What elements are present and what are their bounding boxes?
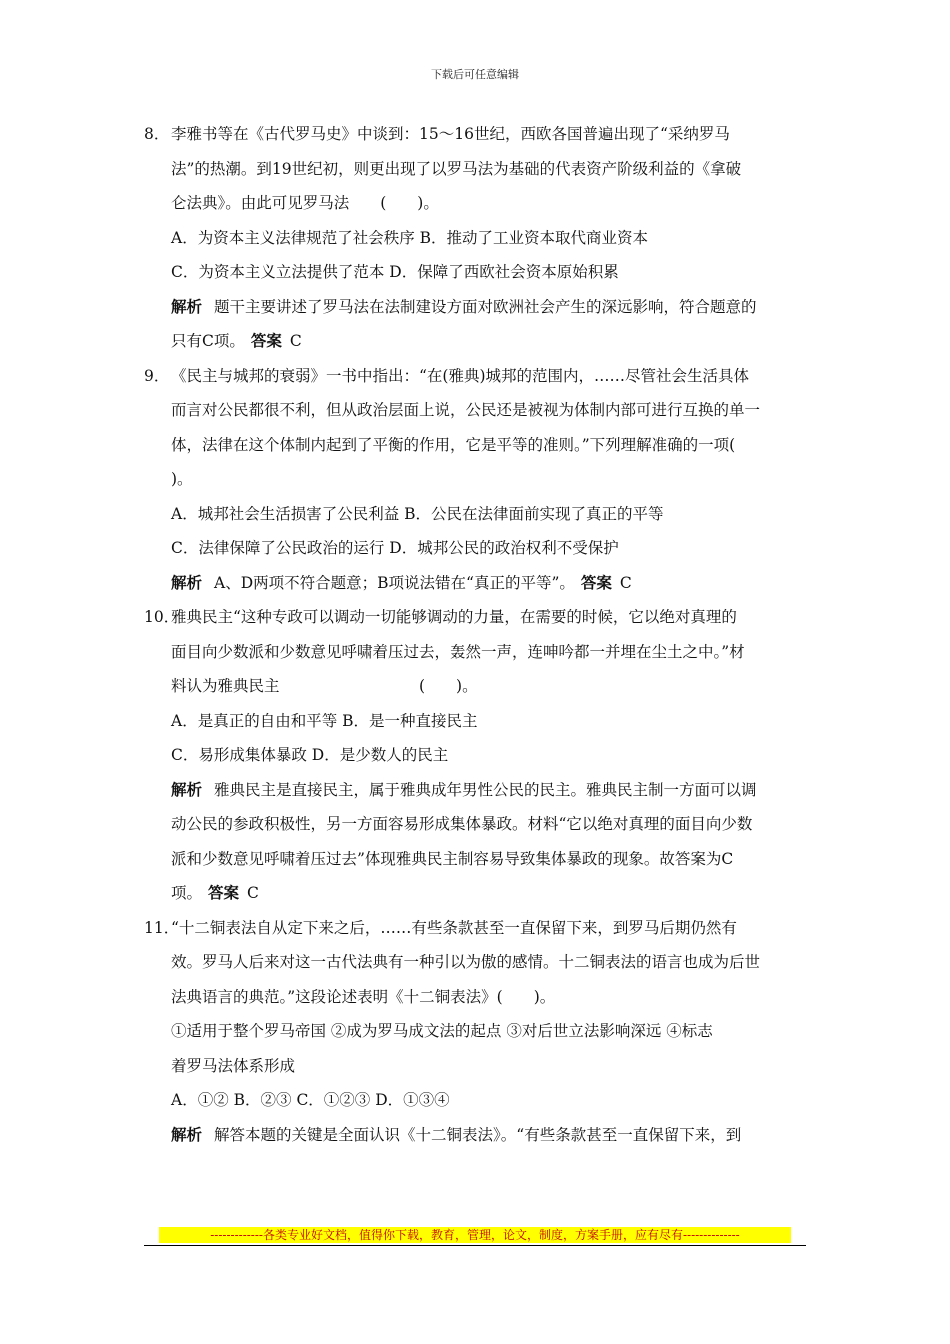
explanation-text: A、D两项不符合题意；B项说法错在“真正的平等”。	[214, 573, 575, 592]
answer-label: 答案	[250, 331, 282, 350]
explanation-text: 题干主要讲述了罗马法在法制建设方面对欧洲社会产生的深远影响，符合题意的	[214, 297, 757, 316]
explanation-line	[144, 329, 808, 364]
answer-value: C	[619, 573, 632, 592]
explanation-text: 雅典民主是直接民主，属于雅典成年男性公民的民主。雅典民主制一方面可以调	[214, 780, 757, 799]
explanation-label: 解析	[171, 296, 203, 316]
question-text: 仑法典》。由此可见罗马法 ( )。	[171, 194, 439, 212]
option-line: C．易形成集体暴政 D．是少数人的民主	[171, 746, 449, 764]
explanation-text: 派和少数意见呼啸着压过去”体现雅典民主制容易导致集体暴政的现象。故答案为C	[171, 849, 734, 868]
page-footer	[144, 1227, 806, 1246]
question-text: )。	[171, 470, 193, 488]
question-number: 10．	[144, 608, 180, 626]
document-body	[144, 122, 808, 1157]
option-line: 着罗马法体系形成	[171, 1056, 296, 1075]
option-line: A．是真正的自由和平等 B．是一种直接民主	[171, 711, 478, 730]
question-text: 雅典民主“这种专政可以调动一切能够调动的力量，在需要的时候，它以绝对真理的	[171, 608, 737, 626]
footer-divider	[144, 1245, 806, 1246]
question-11	[144, 916, 808, 1158]
question-text: 而言对公民都很不利，但从政治层面上说，公民还是被视为体制内部可进行互换的单一	[171, 401, 761, 419]
question-stem-line	[144, 364, 808, 399]
explanation-text: 解答本题的关键是全面认识《十二铜表法》。“有些条款甚至一直保留下来，到	[214, 1125, 742, 1144]
explanation-text: 项。	[171, 884, 203, 902]
answer-value: C	[289, 332, 302, 350]
question-text: 效。罗马人后来对这一古代法典有一种引以为傲的感情。十二铜表法的语言也成为后世	[171, 953, 761, 971]
option-line: A．城邦社会生活损害了公民利益 B．公民在法律面前实现了真正的平等	[171, 504, 664, 523]
explanation-label: 解析	[171, 779, 203, 799]
explanation-text: 只有C项。	[171, 332, 245, 350]
explanation-line	[144, 1123, 808, 1158]
question-text: 《民主与城邦的衰弱》一书中指出：“在(雅典)城邦的范围内，……尽管社会生活具体	[171, 366, 750, 385]
question-text: 李雅书等在《古代罗马史》中谈到：15～16世纪，西欧各国普遍出现了“采纳罗马	[171, 125, 730, 143]
question-number: 11．	[144, 918, 180, 937]
explanation-line	[144, 778, 808, 813]
answer-label: 答案	[208, 883, 240, 902]
explanation-line	[144, 295, 808, 330]
option-line: A．①② B．②③ C．①②③ D．①③④	[171, 1091, 450, 1109]
explanation-line	[144, 881, 808, 916]
question-9	[144, 364, 808, 606]
question-text: “十二铜表法自从定下来之后，……有些条款甚至一直保留下来，到罗马后期仍然有	[171, 918, 737, 937]
question-stem-line	[144, 916, 808, 951]
explanation-label: 解析	[171, 1124, 203, 1144]
question-text: 法”的热潮。到19世纪初，则更出现了以罗马法为基础的代表资产阶级利益的《拿破	[171, 159, 742, 178]
question-text: 料认为雅典民主 ( )。	[171, 677, 478, 695]
page-header: 下载后可任意编辑	[431, 68, 519, 81]
question-text: 体，法律在这个体制内起到了平衡的作用，它是平等的准则。”下列理解准确的一项(	[171, 435, 736, 454]
question-text: 法典语言的典范。”这段论述表明《十二铜表法》( )。	[171, 987, 556, 1006]
answer-value: C	[247, 884, 259, 902]
explanation-label: 解析	[171, 572, 203, 592]
question-stem-line	[144, 605, 808, 640]
question-number: 8．	[144, 125, 170, 143]
question-number: 9．	[144, 366, 170, 385]
explanation-text: 动公民的参政积极性，另一方面容易形成集体暴政。材料“它以绝对真理的面目向少数	[171, 815, 753, 833]
question-10	[144, 605, 808, 916]
footer-banner: -------------各类专业好文档，值得你下载，教育，管理，论文，制度，方案手册，应有尽有--------------	[159, 1227, 791, 1243]
option-line: C．为资本主义立法提供了范本 D．保障了西欧社会资本原始积累	[171, 263, 619, 281]
question-text: 面目向少数派和少数意见呼啸着压过去，轰然一声，连呻吟都一并埋在尘土之中。”材	[171, 642, 745, 661]
option-line: A．为资本主义法律规范了社会秩序 B．推动了工业资本取代商业资本	[171, 228, 649, 247]
option-line: C．法律保障了公民政治的运行 D．城邦公民的政治权利不受保护	[171, 539, 619, 557]
answer-label: 答案	[580, 572, 612, 592]
question-8	[144, 122, 808, 364]
question-stem-line	[144, 122, 808, 157]
option-line: ①适用于整个罗马帝国 ②成为罗马成文法的起点 ③对后世立法影响深远 ④标志	[171, 1022, 713, 1040]
explanation-line	[144, 571, 808, 606]
